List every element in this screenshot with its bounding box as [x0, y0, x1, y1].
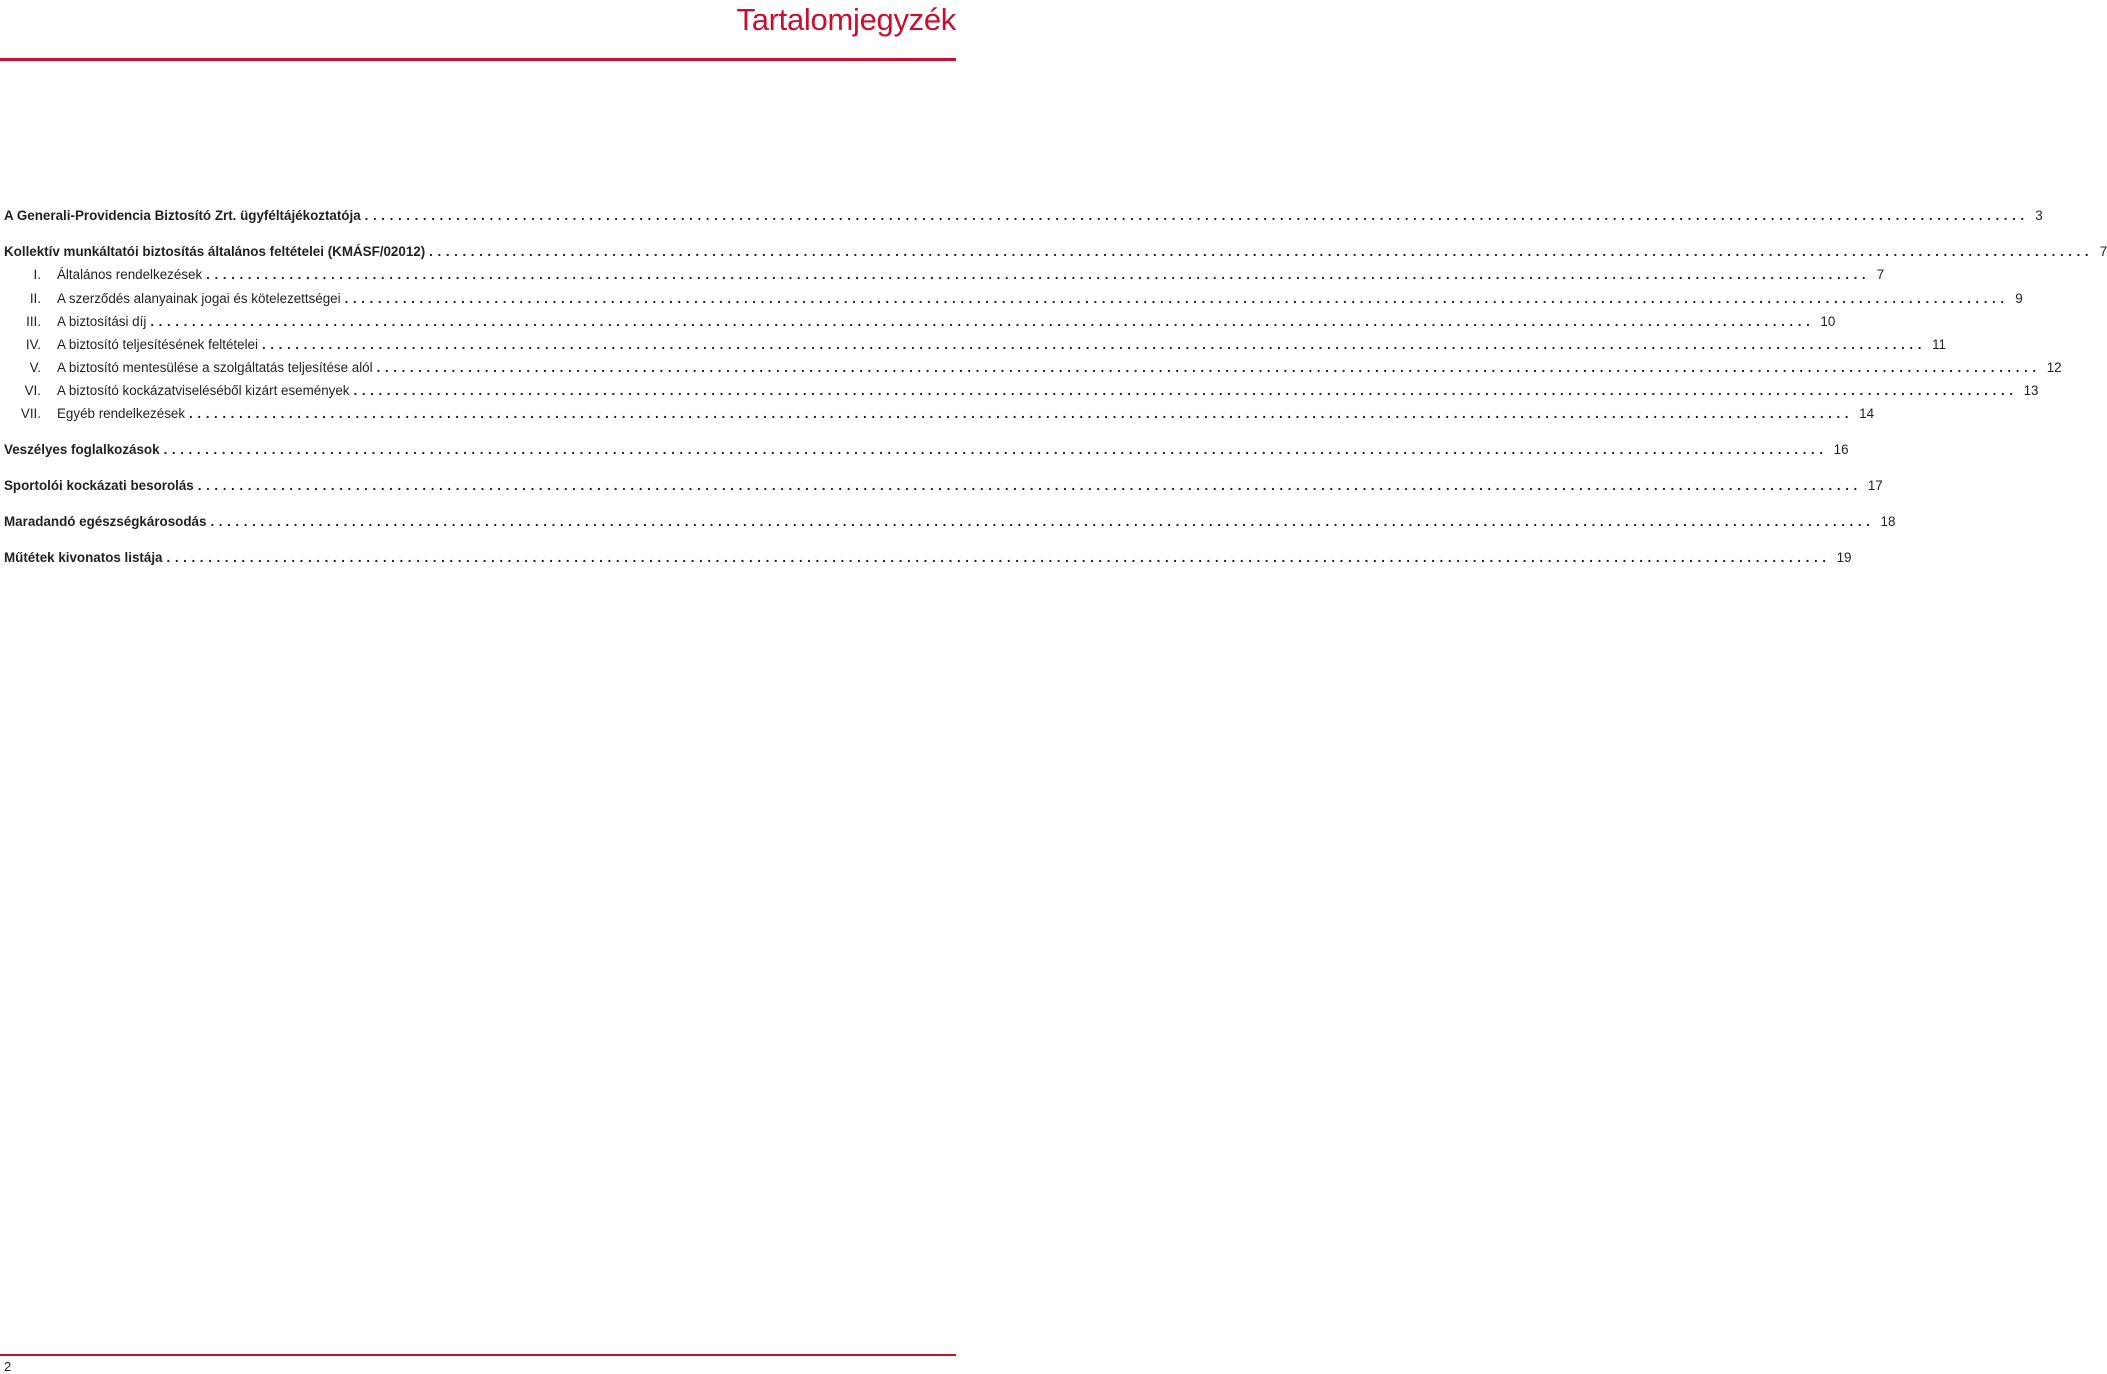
toc-entry-page: 19	[1836, 550, 1852, 565]
toc-entry-page: 3	[2035, 208, 2043, 223]
toc-entry-chapter-2[interactable]	[4, 290, 2023, 308]
toc-entry-page: 7	[1876, 267, 1885, 282]
dot-leader: ........................................................................................................................................................................................................	[206, 267, 1871, 282]
toc-entry-title: Veszélyes foglalkozások	[4, 442, 160, 457]
dot-leader: ........................................................................................................................................................................................................	[344, 291, 2009, 306]
toc-entry-title: A biztosító teljesítésének feltételei	[57, 337, 258, 352]
dot-leader: ........................................................................................................................................................................................................	[376, 360, 2041, 375]
dot-leader: ........................................................................................................................................................................................................	[429, 244, 2094, 259]
dot-leader: ........................................................................................................................................................................................................	[189, 406, 1854, 421]
toc-entry-chapter-3[interactable]	[4, 313, 1836, 331]
toc-entry-chapter-1[interactable]	[4, 266, 1885, 284]
toc-entry-title: Egyéb rendelkezések	[57, 406, 186, 421]
dot-leader: ........................................................................................................................................................................................................	[163, 442, 1828, 457]
dot-leader: ........................................................................................................................................................................................................	[166, 550, 1831, 565]
toc-entry-title: A biztosítási díj	[57, 314, 147, 329]
toc-entry-chapter-7[interactable]	[4, 405, 1875, 423]
page-title: Tartalomjegyzék	[736, 2, 956, 37]
toc-entry-page: 13	[2023, 383, 2039, 398]
toc-entry-chapter-5[interactable]	[4, 359, 2062, 377]
toc-entry-title: Maradandó egészségkárosodás	[4, 514, 207, 529]
dot-leader: ........................................................................................................................................................................................................	[261, 337, 1927, 352]
toc-entry-general-terms[interactable]	[4, 243, 2107, 261]
footer-divider	[0, 1354, 956, 1356]
toc-entry-permanent-impairment[interactable]	[4, 513, 1896, 531]
toc-entry-surgery-list[interactable]	[4, 549, 1852, 567]
dot-leader: ........................................................................................................................................................................................................	[150, 314, 1815, 329]
toc-entry-page: 16	[1833, 442, 1849, 457]
toc-entry-number: IV.	[25, 337, 41, 352]
toc-entry-page: 12	[2046, 360, 2062, 375]
dot-leader: ........................................................................................................................................................................................................	[210, 514, 1875, 529]
toc-entry-title: A szerződés alanyainak jogai és kötelezettségei	[57, 291, 341, 306]
toc-entry-title: A biztosító mentesülése a szolgáltatás teljesítése alól	[57, 360, 373, 375]
dot-leader: ........................................................................................................................................................................................................	[197, 478, 1862, 493]
page-number: 2	[4, 1359, 12, 1374]
toc-entry-number: I.	[33, 267, 41, 282]
toc-entry-chapter-4[interactable]	[4, 336, 1946, 354]
toc-entry-title: Sportolói kockázati besorolás	[4, 478, 194, 493]
toc-entry-title: A biztosító kockázatviseléséből kizárt események	[57, 383, 350, 398]
toc-entry-title: A Generali-Providencia Biztosító Zrt. ügyféltájékoztatója	[4, 208, 361, 223]
toc-entry-page: 9	[2015, 291, 2023, 306]
toc-entry-number: VII.	[20, 406, 41, 421]
dot-leader: ........................................................................................................................................................................................................	[353, 383, 2018, 398]
toc-entry-page: 14	[1859, 406, 1875, 421]
toc-entry-page: 17	[1867, 478, 1883, 493]
toc-entry-title: Általános rendelkezések	[57, 267, 203, 282]
header-divider	[0, 58, 956, 61]
toc-entry-number: III.	[26, 314, 41, 329]
toc-entry-number: V.	[29, 360, 41, 375]
toc-entry-sports-risk[interactable]	[4, 477, 1883, 495]
toc-entry-number: II.	[29, 291, 41, 306]
toc-entry-number: VI.	[24, 383, 41, 398]
toc-entry-chapter-6[interactable]	[4, 382, 2039, 400]
toc-entry-client-information[interactable]	[4, 207, 2043, 225]
toc-entry-page: 10	[1820, 314, 1836, 329]
toc-entry-title: Kollektív munkáltatói biztosítás általános feltételei (KMÁSF/02012)	[4, 244, 426, 259]
dot-leader: ........................................................................................................................................................................................................	[364, 208, 2029, 223]
toc-entry-page: 7	[2099, 244, 2107, 259]
toc-entry-title: Műtétek kivonatos listája	[4, 550, 163, 565]
toc-entry-page: 11	[1932, 337, 1946, 352]
toc-entry-page: 18	[1880, 514, 1896, 529]
toc-entry-dangerous-occupations[interactable]	[4, 441, 1849, 459]
